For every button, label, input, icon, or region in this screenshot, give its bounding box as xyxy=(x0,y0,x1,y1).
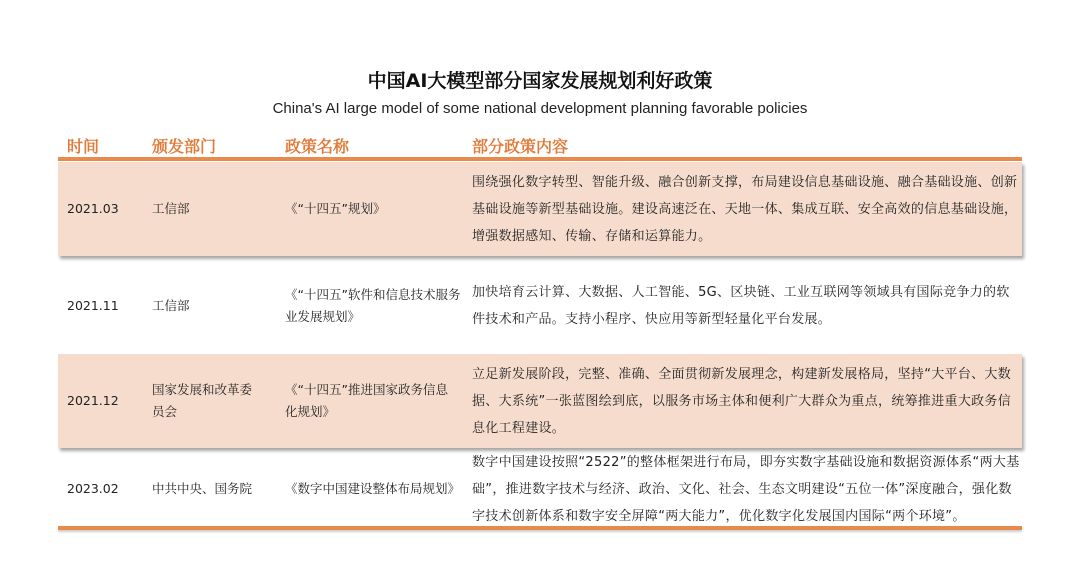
row-content: 加快培育云计算、大数据、人工智能、5G、区块链、工业互联网等领域具有国际竞争力的软件技术和产品。支持小程序、快应用等新型轻量化平台发展。 xyxy=(472,285,1010,327)
row-date: 2021.12 xyxy=(67,393,119,408)
row-policy: 《“十四五”规划》 xyxy=(285,201,386,216)
header-policy: 政策名称 xyxy=(285,137,350,156)
header-date: 时间 xyxy=(67,137,100,156)
header-divider xyxy=(58,157,1022,161)
row-content: 围绕强化数字转型、智能升级、融合创新支撑，布局建设信息基础设施、融合基础设施、创新基础设施等新型基础设施。建设高速泛在、天地一体、集成互联、安全高效的信息基础设施，增强数据感知、传输、存储和运算能力。 xyxy=(472,174,1018,244)
header-content: 部分政策内容 xyxy=(472,137,569,156)
row-date: 2021.11 xyxy=(67,298,119,313)
row-dept: 工信部 xyxy=(152,298,190,313)
table-row xyxy=(58,262,1022,350)
header-dept: 颁发部门 xyxy=(152,137,217,156)
row-dept: 国家发展和改革委员会 xyxy=(152,382,253,419)
table-row xyxy=(58,354,1022,448)
table-row xyxy=(58,452,1022,526)
row-dept: 中共中央、国务院 xyxy=(152,481,253,496)
row-policy: 《“十四五”软件和信息技术服务业发展规划》 xyxy=(285,287,461,324)
row-dept: 工信部 xyxy=(152,201,190,216)
row-policy: 《数字中国建设整体布局规划》 xyxy=(285,481,461,496)
row-content: 数字中国建设按照“2522”的整体框架进行布局，即夯实数字基础设施和数据资源体系“两大基础”，推进数字技术与经济、政治、文化、社会、生态文明建设“五位一体”深度融合，强化数字技术创新体系和数字安全屏障“两大能力”，优化数字化发展国内国际“两个环境”。 xyxy=(472,454,1020,524)
row-content: 立足新发展阶段，完整、准确、全面贯彻新发展理念，构建新发展格局，坚持“大平台、大数据、大系统”一张蓝图绘到底，以服务市场主体和便利广大群众为重点，统筹推进重大政务信息化工程建设。 xyxy=(472,366,1012,436)
row-policy: 《“十四五”推进国家政务信息化规划》 xyxy=(285,382,448,419)
row-date: 2021.03 xyxy=(67,201,119,216)
footer-divider xyxy=(58,526,1022,530)
table-row xyxy=(58,162,1022,256)
page-subtitle: China's AI large model of some national development planning favorable policies xyxy=(272,100,808,117)
page-title: 中国AI大模型部分国家发展规划利好政策 xyxy=(367,70,713,92)
row-date: 2023.02 xyxy=(67,481,119,496)
